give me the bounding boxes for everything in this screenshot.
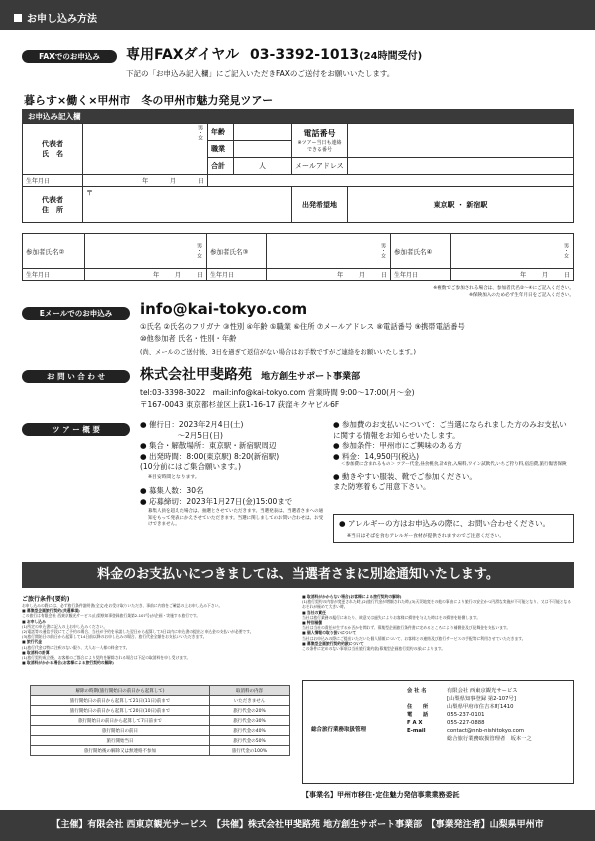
depart-label: 出発希望地 <box>292 187 348 223</box>
overview-departure: ● 出発時間：8:00(東京駅) 8:20(新宿駅) (10分前にはご集合願います。) <box>140 451 280 471</box>
p4-birth-field[interactable]: 年 月 日 <box>451 269 574 281</box>
table-row: 旅行開始日の前日 旅行代金の40% <box>31 726 290 736</box>
fax-instructions: 下記の「お申込み記入欄」にご記入いただきFAXのご送付をお願いいたします。 <box>126 69 395 78</box>
participant-2-label: 参加者氏名② <box>23 234 85 269</box>
rep-birth-label: 生年月日 <box>23 175 83 187</box>
table-row: 会 社 名 有限会社 西東京観光サービス <box>407 688 518 694</box>
participant-2-field[interactable]: 男・女 <box>85 234 207 269</box>
table-row: 旅行開始当日 旅行代金の50% <box>31 736 290 746</box>
agency-label: 総合旅行業務取扱管理 <box>311 727 367 733</box>
terms-line-5: (2)電話等の通信手段にてご予約の場合、当社が予約を承諾した翌日から起算して3日以内に申込書の提出と申込金の支払いが必要です。 <box>22 629 254 635</box>
participant-4-label: 参加者氏名④ <box>391 234 451 269</box>
fax-hours: (24時間受付) <box>359 51 423 62</box>
terms-right-2: ■ 当社の責任 <box>302 609 326 615</box>
terms-line-7: ■ 旅行代金 <box>22 639 43 645</box>
terms-line-6: (3)旅行開始日の前日から起算して14日前以降のお申し込みの場合、旅行代金全額をお支払いいただきます。 <box>22 634 207 640</box>
overview-price: ● 料金：14,950円(税込) <box>333 451 420 461</box>
cancellation-fee-table <box>30 685 290 756</box>
footer-bar: 【主催】有限会社 西東京観光サービス 【共催】株式会社甲斐路苑 地方創生サポート事業部 【事業発注者】山梨県甲州市 <box>0 810 595 841</box>
table-row: 総合旅行業務取扱管理者 坂本一之 <box>447 736 532 742</box>
form-note-1: ※複数でご参加される場合は、参加者氏名②〜④にご記入ください。 <box>433 286 574 291</box>
rep-addr-label: 代表者 住 所 <box>23 187 83 223</box>
form-note-2: ※保険加入のため必ず生年月日をご記入ください。 <box>469 293 574 298</box>
rep-name-field[interactable]: 男・女 <box>83 124 208 175</box>
table-row: 旅行開始日の前日から起算して21日(11日)前まで いただきません <box>31 696 290 706</box>
overview-lottery-note: 募集人員を超えた場合は、抽選とさせていただきます。当選発表は、当選者さまへの通知をもって発表にかえさせていただきます。当選に関しましてのお問い合わせは、お受けできません。 <box>148 509 324 527</box>
terms-line-11: ■ 取消料がかかる場合(お客様による旅行契約の解除) <box>22 660 114 666</box>
email-label: メールアドレス <box>292 158 348 175</box>
email-field[interactable] <box>348 158 574 175</box>
application-form <box>22 123 574 223</box>
terms-line-8: (1)旅行代金は特に注釈のない限り、大人お一人様の料金です。 <box>22 644 130 650</box>
rep-name-label: 代表者 氏 名 <box>23 124 83 175</box>
terms-line-1: ■ 募集型企画旅行契約(共通事項) <box>22 608 80 614</box>
fax-heading: 専用FAXダイヤル <box>126 47 240 63</box>
phone-label: 電話番号 ※ツアー当日も連絡できる番号 <box>292 124 348 158</box>
form-section-title: お申込み記入欄 <box>22 109 574 123</box>
payment-banner: 料金のお支払いにつきましては、当選者さまに別途通知いたします。 <box>22 562 574 588</box>
contact-address: 〒167-0043 東京都杉並区上荻1-16-17 荻窪キクヤビル6F <box>140 400 340 409</box>
job-label: 職業 <box>208 141 234 158</box>
overview-meeting: ● 集合・解散場所：東京駅・新宿駅周辺 <box>140 441 277 450</box>
fee-header-amount: 取消料の内容 <box>210 686 290 696</box>
fax-pill: FAXでのお申込み <box>22 50 117 63</box>
terms-right-4: ■ 特別補償 <box>302 620 323 626</box>
agency-table <box>407 687 532 743</box>
contact-pill: お 問 い 合 わ せ <box>22 370 130 383</box>
table-row: 電 話 055-237-0101 <box>407 712 485 718</box>
age-field[interactable] <box>234 124 292 141</box>
rep-addr-field[interactable]: 〒 <box>83 187 292 223</box>
phone-field[interactable] <box>348 124 574 158</box>
terms-line-0: お申し込みの際には、必ず旅行条件説明書(全文)をお受け取りいただき、事前に内容をご確認の上お申し込み下さい。 <box>22 603 223 608</box>
overview-payment: ● 参加費のお支払いについて：ご当選になられました方のみお支払いに関する情報をお知らせいたします。 <box>333 420 567 440</box>
terms-right-3: 当社は旅行業務の履行にあたり、故意又は過失によりお客様に損害を与えた時はその損害を賠償します。 <box>302 614 481 620</box>
terms-line-10: (1)旅行契約成立後、お客様のご都合により契約を解除される場合は下記の取消料を申し受けます。 <box>22 655 191 661</box>
email-pill: Eメールでのお申込み <box>22 307 130 320</box>
terms-line-3: ■ お申し込み <box>22 618 46 624</box>
terms-right-7: 当社はお申込みの際にご提出いただいた個人情報について、お客様との連絡及び旅行サービスの手配等に利用させていただきます。 <box>302 635 526 641</box>
overview-clothing: ● 動きやすい服装、靴でご参加ください。 また防寒着もご用意下さい。 <box>333 471 477 491</box>
section-header <box>0 0 595 30</box>
fax-number: 03-3392-1013 <box>250 47 360 63</box>
terms-right-8: ■ 募集型企画旅行契約約款について <box>302 640 364 646</box>
form-spacer <box>208 175 574 187</box>
overview-left <box>140 420 325 529</box>
p3-birth-field[interactable]: 年 月 日 <box>267 269 391 281</box>
overview-date: ● 催行日：2023年2月4日(土) ～2月5日(日) <box>140 420 244 440</box>
allergy-text: ● アレルギーの方はお申込みの際に、お問い合わせください。 <box>339 519 550 528</box>
participant-4-field[interactable]: 男・女 <box>451 234 574 269</box>
table-row: [山梨県知事登録 第2-107号] <box>447 696 516 702</box>
fax-heading-line <box>126 44 422 64</box>
total-field[interactable]: 人 <box>234 158 292 175</box>
terms-line-9: ■ 取消料の計算 <box>22 649 50 655</box>
age-label: 年齢 <box>208 124 234 141</box>
overview-time-note: ※目安時間となります。 <box>148 474 200 480</box>
fee-header-period: 解除の時期(旅行開始日の前日から起算して) <box>31 686 210 696</box>
section-title: お申し込み方法 <box>27 14 97 25</box>
terms-right <box>302 594 574 651</box>
rep-birth-field[interactable]: 年 月 日 <box>83 175 208 187</box>
agency-box <box>302 680 574 784</box>
terms-right-5: 当社は当社の責任が生ずるか否かを問わず、募集型企画旅行条件書に定めるところにより補償金及び見舞金を支払います。 <box>302 625 511 631</box>
table-row: 旅行開始後の解除又は無連絡不参加 旅行代金の100% <box>31 746 290 756</box>
table-row: 住 所 山梨県甲府市住吉本町1410 <box>407 704 514 710</box>
terms-title: ご旅行条件(要約) <box>22 596 70 603</box>
terms-right-1: (1)旅行契約の内容が変更された時,(2)旅行代金が増額された時,(3)天災地変その他の事由により旅行の安全かつ円滑な実施が不可能となり、又は不可能となるおそれが極めて大きい時。 <box>302 599 572 610</box>
tour-title: 暮らす×働く×甲州市 冬の甲州市魅力発見ツアー <box>24 94 274 107</box>
overview-pill: ツ ア ー 概 要 <box>22 423 130 436</box>
table-row: F A X 055-227-0888 <box>407 720 485 726</box>
p4-birth-label: 生年月日 <box>391 269 451 281</box>
participant-3-field[interactable]: 男・女 <box>267 234 391 269</box>
terms-left <box>22 594 294 665</box>
contact-tel: tel:03-3398-3022 mail:info@kai-tokyo.com 営業時間 9:00～17:00(月～金) <box>140 388 415 397</box>
email-note: (尚、メールのご送付後、3日を過ぎて返信がない場合はお手数ですがご連絡をお願いいたします。) <box>140 349 416 356</box>
terms-right-9: この条件に定めのない事項は当社旅行業約款(募集型企画旅行契約の部)によります。 <box>302 646 446 652</box>
participant-3-label: 参加者氏名③ <box>207 234 267 269</box>
terms-right-6: ■ 個人情報の取り扱いについて <box>302 630 357 636</box>
terms-right-0: ■ 取消料がかからない場合(お客様による旅行契約の解除) <box>302 594 402 599</box>
terms-line-4: (1)所定の申込書に記入の上お申し込みください。 <box>22 623 108 629</box>
p2-birth-field[interactable]: 年 月 日 <box>85 269 207 281</box>
terms-line-2: この旅行は有限会社 西東京観光サービス(山梨県知事登録旅行業第2-107号)が企画・実施する旅行です。 <box>22 613 201 619</box>
contact-company-line <box>140 364 360 384</box>
email-address[interactable]: info@kai-tokyo.com <box>140 300 308 318</box>
table-row: 旅行開始日の前日から起算して7日前まで 旅行代金の30% <box>31 716 290 726</box>
job-field[interactable] <box>234 141 292 158</box>
allergy-note: ※当日はそばを食むアレルギー食材が提供されますのでご注意ください。 <box>347 534 505 539</box>
email-items-1: ①氏名 ②氏名のフリガナ ③性別 ④年齢 ⑤職業 ⑥住所 ⑦メールアドレス ⑧電話番号 ⑨携帯電話番号 <box>140 322 465 331</box>
total-label: 合計 <box>208 158 234 175</box>
contact-company: 株式会社甲斐路苑 <box>140 367 252 383</box>
p3-birth-label: 生年月日 <box>207 269 267 281</box>
overview-right <box>333 420 573 493</box>
email-items-2: ⑩他参加者 氏名・性別・年齢 <box>140 334 237 343</box>
table-row: 旅行開始日の前日から起算して20日(10日)前まで 旅行代金の20% <box>31 706 290 716</box>
contact-dept: 地方創生サポート事業部 <box>261 372 361 382</box>
square-icon <box>14 14 22 22</box>
overview-deadline: ● 応募締切：2023年1月27日(金)15:00まで <box>140 496 293 506</box>
project-name: 【事業名】甲州市移住･定住魅力発信事業業務委託 <box>302 791 460 799</box>
overview-price-note: ＜参加費に含まれるもの＞ ツアー代金,昼食桃食,計4食,入場料,ワイン試飲代,いちご狩り料,宿泊費,旅行傷害保険 <box>341 462 567 467</box>
allergy-box <box>333 514 574 543</box>
participants-table <box>22 233 574 281</box>
overview-conditions: ● 参加条件：甲州市にご興味のある方 <box>333 441 462 450</box>
table-row: E-mail contact@nnb-nishitokyo.com <box>407 728 524 734</box>
depart-options[interactable]: 東京駅 ・ 新宿駅 <box>348 187 574 223</box>
p2-birth-label: 生年月日 <box>23 269 85 281</box>
overview-capacity: ● 募集人数：30名 <box>140 486 204 495</box>
